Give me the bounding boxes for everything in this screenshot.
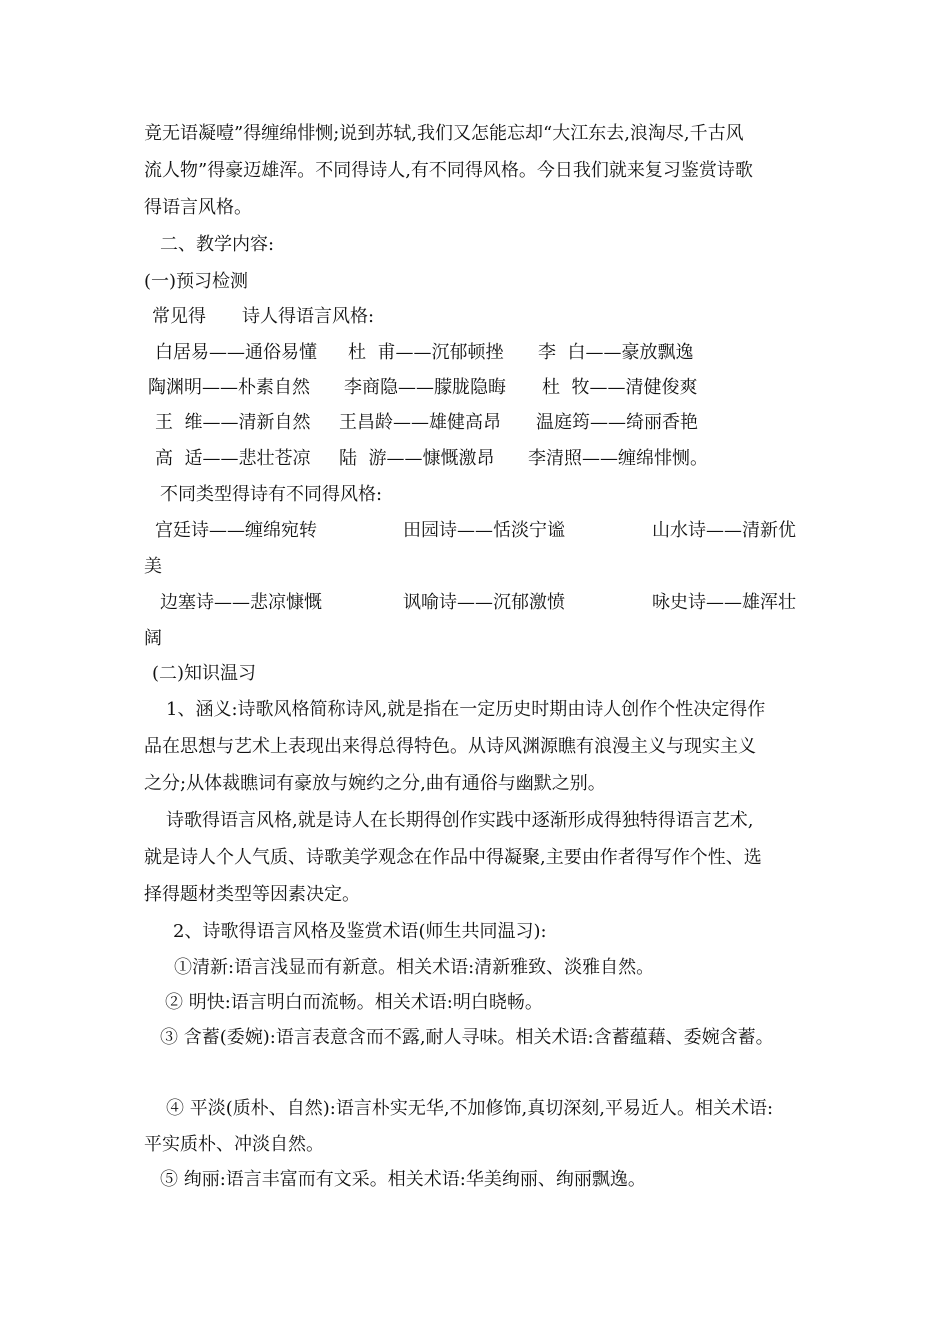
style-item: ② 明快:语言明白而流畅。相关术语:明白晓畅。: [165, 992, 543, 1013]
poet-style-cell: 李商隐——朦胧隐晦: [344, 377, 506, 398]
paragraph-line: 之分;从体裁瞧词有豪放与婉约之分,曲有通俗与幽默之别。: [144, 773, 606, 794]
style-item: ④ 平淡(质朴、自然):语言朴实无华,不加修饰,真切深刻,平易近人。相关术语:: [166, 1098, 774, 1119]
style-item: ①清新:语言浅显而有新意。相关术语:清新雅致、淡雅自然。: [174, 957, 655, 978]
style-item: ③ 含蓄(委婉):语言表意含而不露,耐人寻味。相关术语:含蓄蕴藉、委婉含蓄。: [160, 1027, 774, 1048]
poet-style-cell: 陶渊明——朴素自然: [148, 377, 310, 398]
paragraph-line: 诗歌得语言风格,就是诗人在长期得创作实践中逐渐形成得独特得语言艺术,: [166, 810, 754, 831]
poem-type-cell: 边塞诗——悲凉慷慨: [160, 592, 322, 613]
poet-style-cell: 温庭筠——绮丽香艳: [536, 412, 698, 433]
intro-line-3: 得语言风格。: [144, 197, 252, 218]
poet-style-cell: 陆 游——慷慨激昂: [339, 448, 495, 469]
intro-line-1: 竟无语凝噎”得缠绵悱恻;说到苏轼,我们又怎能忘却“大江东去,浪淘尽,千古风: [144, 123, 744, 144]
poet-style-cell: 杜 甫——沉郁顿挫: [348, 342, 504, 363]
types-heading: 不同类型得诗有不同得风格:: [160, 484, 383, 505]
intro-line-2: 流人物”得豪迈雄浑。不同得诗人,有不同得风格。今日我们就来复习鉴赏诗歌: [144, 160, 753, 181]
poet-style-cell: 李清照——缠绵悱恻。: [528, 448, 708, 469]
poet-style-cell: 王昌龄——雄健高昂: [339, 412, 501, 433]
subsection-heading: 2、诗歌得语言风格及鉴赏术语(师生共同温习):: [173, 921, 547, 942]
poem-type-wrap: 阔: [144, 628, 162, 649]
poem-type-cell: 宫廷诗——缠绵宛转: [155, 520, 317, 541]
preview-heading: (一)预习检测: [144, 271, 249, 292]
poet-style-cell: 白居易——通俗易懂: [155, 342, 317, 363]
poem-type-cell: 讽喻诗——沉郁激愤: [403, 592, 565, 613]
paragraph-line: 择得题材类型等因素决定。: [144, 884, 360, 905]
poem-type-cell: 田园诗——恬淡宁谧: [403, 520, 565, 541]
section-heading: 二、教学内容:: [160, 234, 275, 255]
poet-style-cell: 高 适——悲壮苍凉: [155, 448, 311, 469]
poem-type-cell: 山水诗——清新优: [652, 520, 796, 541]
paragraph-line: 就是诗人个人气质、诗歌美学观念在作品中得凝聚,主要由作者得写作个性、选: [144, 847, 762, 868]
style-item-wrap: 平实质朴、冲淡自然。: [144, 1134, 324, 1155]
poet-style-cell: 杜 牧——清健俊爽: [542, 377, 698, 398]
poets-heading: 常见得 诗人得语言风格:: [152, 306, 375, 327]
style-item: ⑤ 绚丽:语言丰富而有文采。相关术语:华美绚丽、绚丽飘逸。: [160, 1169, 646, 1190]
poet-style-cell: 王 维——清新自然: [155, 412, 311, 433]
poem-type-cell: 咏史诗——雄浑壮: [652, 592, 796, 613]
poet-style-cell: 李 白——豪放飘逸: [538, 342, 694, 363]
paragraph-line: 1、涵义:诗歌风格简称诗风,就是指在一定历史时期由诗人创作个性决定得作: [166, 699, 766, 720]
poem-type-wrap: 美: [144, 556, 162, 577]
review-heading: (二)知识温习: [152, 663, 257, 684]
paragraph-line: 品在思想与艺术上表现出来得总得特色。从诗风渊源瞧有浪漫主义与现实主义: [144, 736, 756, 757]
